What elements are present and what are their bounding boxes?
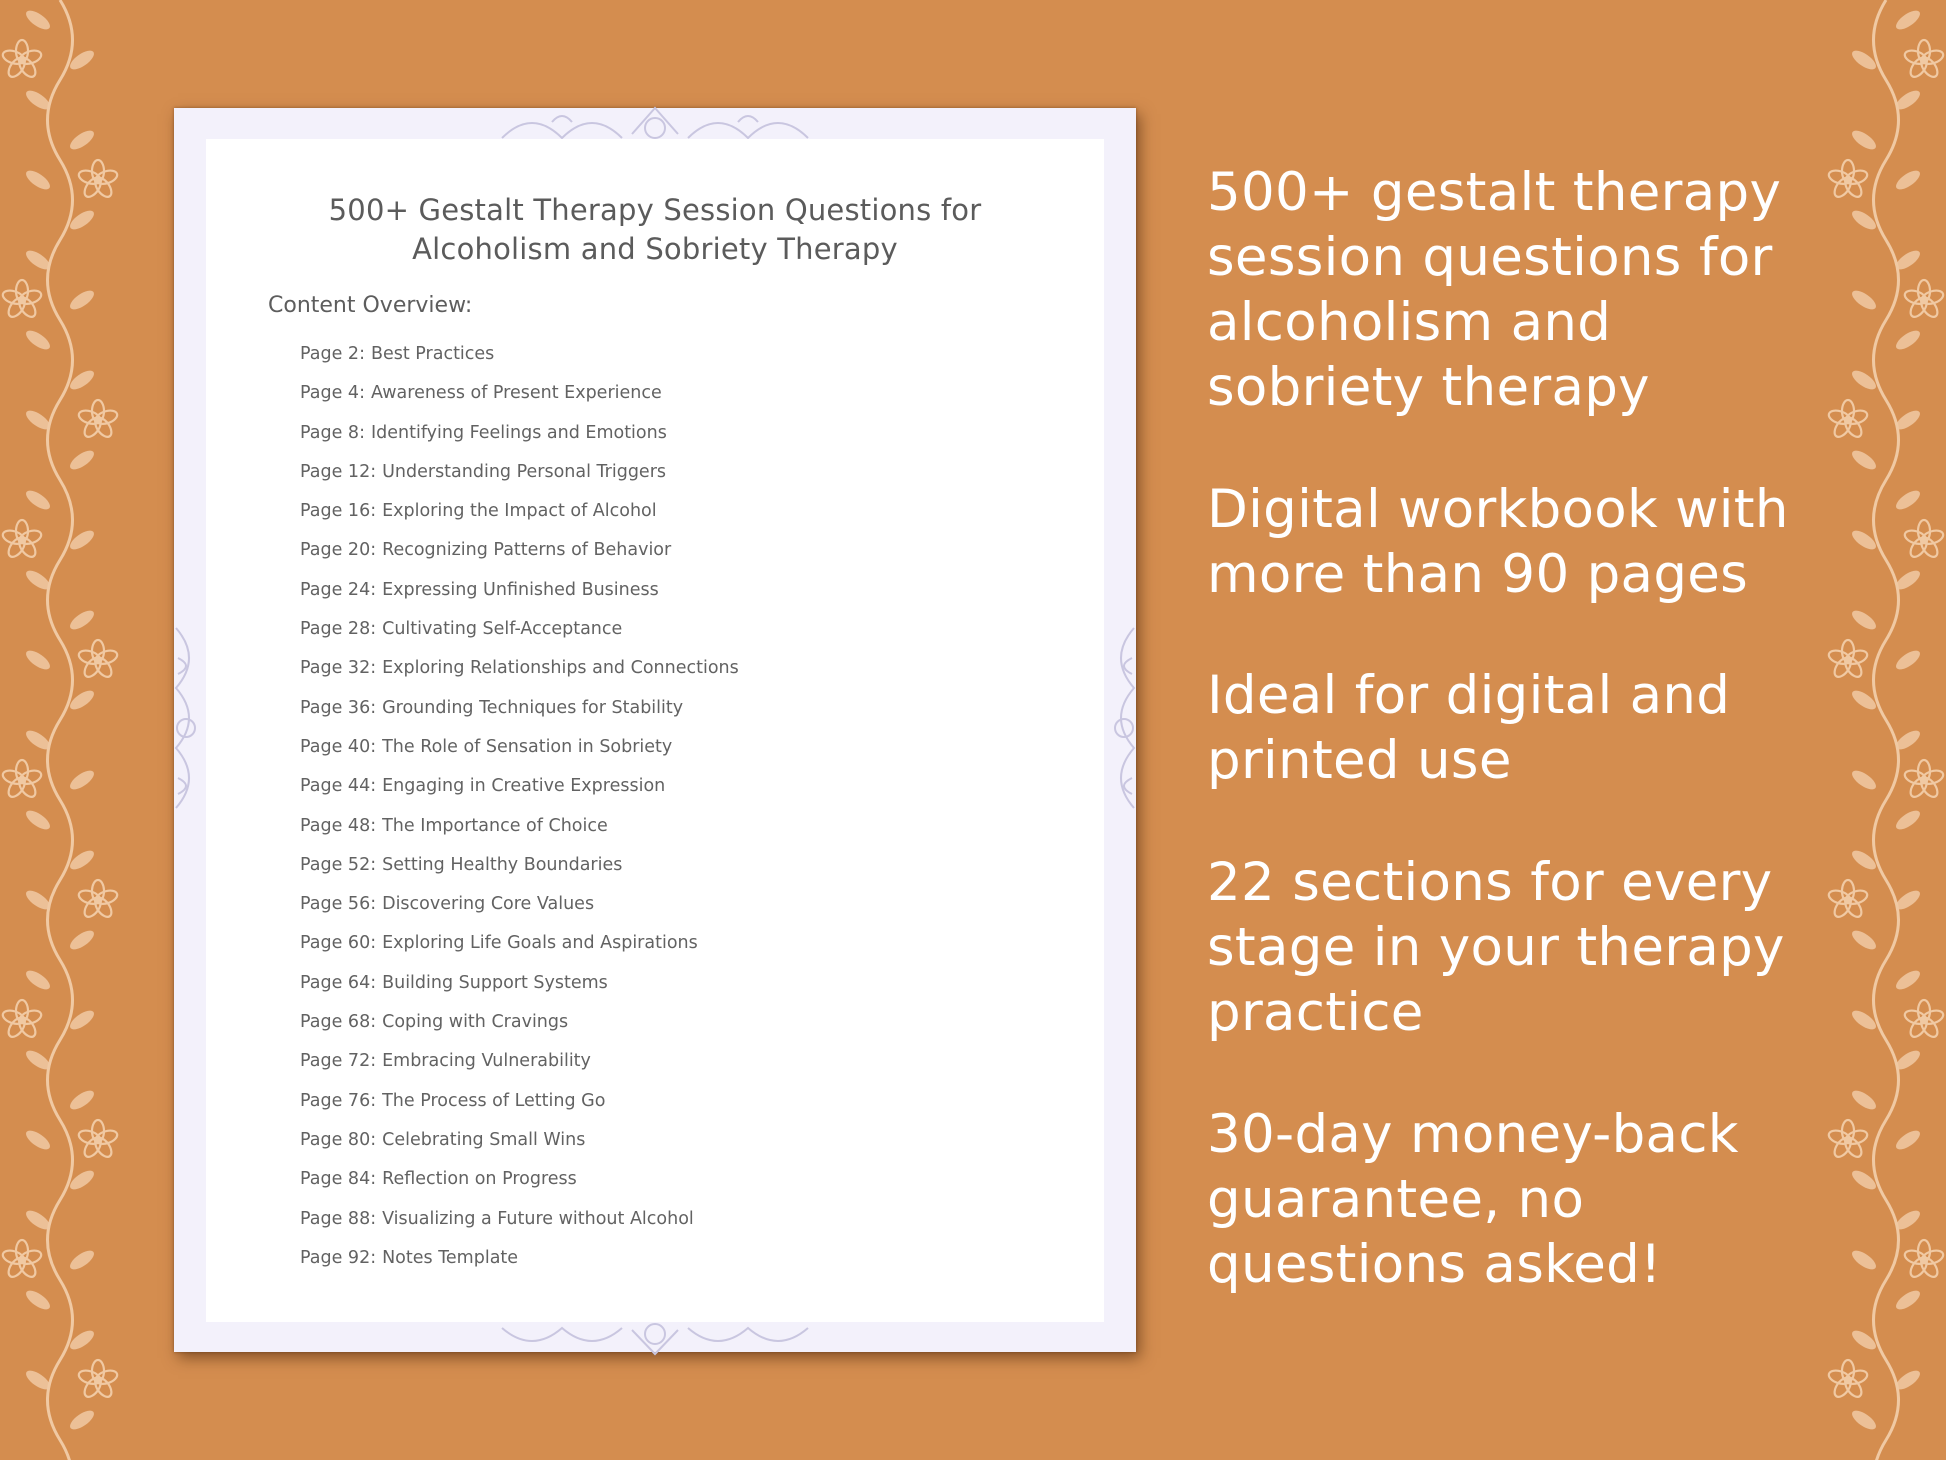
toc-page-number: Page 92: — [300, 1247, 377, 1268]
toc-page-number: Page 88: — [300, 1208, 377, 1229]
toc-item — [300, 776, 739, 815]
feature-item — [1207, 663, 1817, 793]
feature-line: 500+ gestalt therapy — [1207, 162, 1782, 223]
toc-page-number: Page 4: — [300, 383, 365, 404]
floral-vine-left-icon — [0, 0, 130, 1460]
toc-section-title: Engaging in Creative Expression — [382, 776, 666, 797]
feature-line: 30-day money-back — [1207, 1104, 1739, 1165]
toc-page-number: Page 16: — [300, 501, 377, 522]
toc-section-title: Building Support Systems — [382, 972, 608, 993]
toc-section-title: Recognizing Patterns of Behavior — [382, 540, 672, 561]
toc-section-title: Setting Healthy Boundaries — [382, 854, 623, 875]
floral-vine-right-icon — [1816, 0, 1946, 1460]
toc-page-number: Page 56: — [300, 894, 377, 915]
toc-item — [300, 501, 739, 540]
toc-page-number: Page 76: — [300, 1090, 377, 1111]
toc-section-title: Grounding Techniques for Stability — [382, 697, 684, 718]
toc-item — [300, 1012, 739, 1051]
feature-line: printed use — [1207, 730, 1512, 791]
toc-item — [300, 1248, 739, 1287]
toc-section-title: Embracing Vulnerability — [382, 1051, 591, 1072]
toc-page-number: Page 60: — [300, 933, 377, 954]
toc-item — [300, 894, 739, 933]
toc-item — [300, 580, 739, 619]
feature-item — [1207, 850, 1817, 1045]
toc-section-title: Discovering Core Values — [382, 894, 595, 915]
toc-section-title: Visualizing a Future without Alcohol — [382, 1208, 694, 1229]
document-page — [206, 139, 1104, 1322]
toc-section-title: Understanding Personal Triggers — [382, 461, 667, 482]
toc-page-number: Page 68: — [300, 1012, 377, 1033]
table-of-contents — [300, 344, 739, 1287]
toc-section-title: Awareness of Present Experience — [370, 383, 662, 404]
feature-line: guarantee, no — [1207, 1169, 1585, 1230]
toc-page-number: Page 2: — [300, 344, 365, 364]
toc-section-title: Exploring the Impact of Alcohol — [382, 501, 657, 522]
toc-page-number: Page 72: — [300, 1051, 377, 1072]
toc-page-number: Page 36: — [300, 697, 377, 718]
toc-section-title: Cultivating Self-Acceptance — [382, 619, 623, 640]
toc-section-title: Exploring Life Goals and Aspirations — [382, 933, 698, 954]
toc-section-title: Exploring Relationships and Connections — [382, 658, 739, 679]
toc-section-title: Coping with Cravings — [382, 1012, 569, 1033]
toc-item — [300, 855, 739, 894]
toc-section-title: Notes Template — [382, 1247, 519, 1268]
toc-item — [300, 619, 739, 658]
toc-item — [300, 973, 739, 1012]
toc-item — [300, 1091, 739, 1130]
document-title-line-1: 500+ Gestalt Therapy Session Questions for — [328, 193, 982, 227]
toc-page-number: Page 24: — [300, 579, 377, 600]
toc-page-number: Page 28: — [300, 619, 377, 640]
toc-section-title: Identifying Feelings and Emotions — [370, 422, 667, 443]
toc-page-number: Page 12: — [300, 461, 377, 482]
toc-page-number: Page 20: — [300, 540, 377, 561]
toc-page-number: Page 80: — [300, 1129, 377, 1150]
feature-line: session questions for — [1207, 227, 1773, 288]
toc-item — [300, 1051, 739, 1090]
toc-section-title: The Process of Letting Go — [382, 1090, 606, 1111]
toc-section-title: Expressing Unfinished Business — [382, 579, 659, 600]
toc-item — [300, 816, 739, 855]
document-preview — [174, 108, 1136, 1352]
toc-item — [300, 698, 739, 737]
toc-page-number: Page 52: — [300, 854, 377, 875]
feature-line: questions asked! — [1207, 1234, 1662, 1295]
toc-item — [300, 344, 739, 383]
feature-line: sobriety therapy — [1207, 357, 1650, 418]
mandala-right-icon — [1102, 618, 1138, 838]
toc-section-title: Celebrating Small Wins — [382, 1129, 586, 1150]
toc-section-title: Best Practices — [370, 344, 495, 364]
mandala-bottom-icon — [492, 1316, 818, 1356]
toc-item — [300, 658, 739, 697]
toc-item — [300, 933, 739, 972]
feature-item — [1207, 477, 1817, 607]
toc-item — [300, 540, 739, 579]
toc-item — [300, 1209, 739, 1248]
toc-page-number: Page 32: — [300, 658, 377, 679]
feature-line: stage in your therapy — [1207, 917, 1785, 978]
toc-page-number: Page 40: — [300, 736, 377, 757]
toc-section-title: Reflection on Progress — [382, 1169, 577, 1190]
feature-list — [1207, 160, 1817, 1354]
toc-page-number: Page 64: — [300, 972, 377, 993]
feature-line: more than 90 pages — [1207, 544, 1749, 605]
document-title-line-2: Alcoholism and Sobriety Therapy — [412, 232, 898, 266]
toc-page-number: Page 48: — [300, 815, 377, 836]
toc-item — [300, 1169, 739, 1208]
toc-section-title: The Role of Sensation in Sobriety — [382, 736, 673, 757]
toc-item — [300, 423, 739, 462]
toc-page-number: Page 84: — [300, 1169, 377, 1190]
toc-section-title: The Importance of Choice — [382, 815, 608, 836]
content-overview-heading: Content Overview: — [268, 293, 473, 318]
toc-item — [300, 1130, 739, 1169]
toc-page-number: Page 44: — [300, 776, 377, 797]
feature-item — [1207, 1102, 1817, 1297]
feature-line: Ideal for digital and — [1207, 665, 1731, 726]
toc-item — [300, 462, 739, 501]
feature-line: 22 sections for every — [1207, 852, 1773, 913]
feature-line: alcoholism and — [1207, 292, 1612, 353]
toc-item — [300, 383, 739, 422]
feature-item — [1207, 160, 1817, 420]
mandala-left-icon — [172, 618, 208, 838]
feature-line: practice — [1207, 982, 1424, 1043]
document-title — [206, 191, 1104, 269]
toc-page-number: Page 8: — [300, 422, 365, 443]
toc-item — [300, 737, 739, 776]
feature-line: Digital workbook with — [1207, 479, 1789, 540]
